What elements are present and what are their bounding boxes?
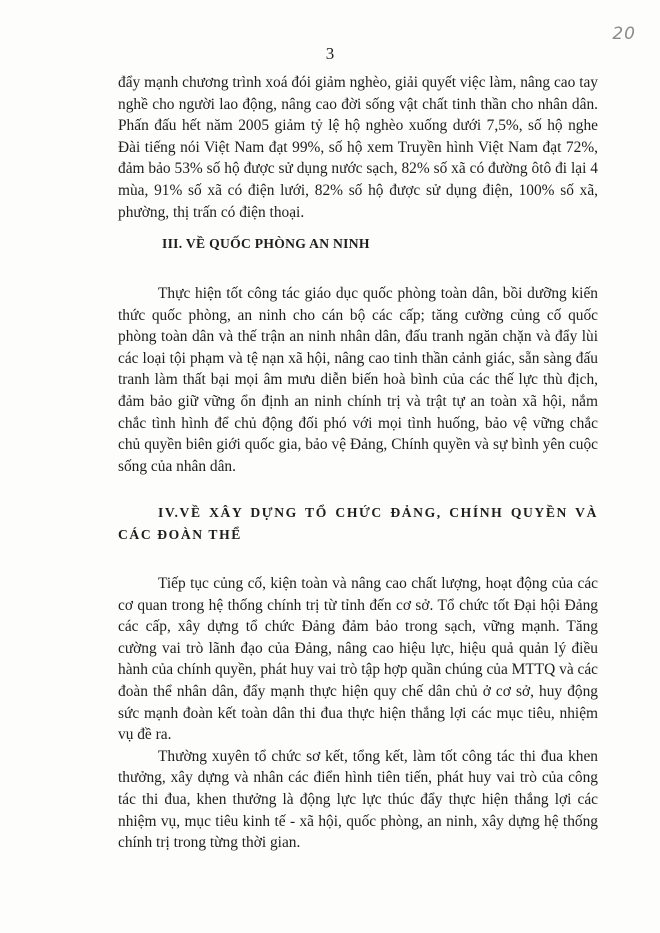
intro-paragraph (118, 72, 598, 223)
section-4-paragraph-1: Tiếp tục củng cố, kiện toàn và nâng cao chất lượng, hoạt động của các cơ quan trong hệ thống chính trị từ tỉnh đến cơ sở. Tổ chức tốt Đại hội Đảng các cấp, xây dựng tổ chức Đảng đảm bảo trong sạch, vững mạnh. Tăng cường vai trò lãnh đạo của Đảng, nâng cao hiệu lực, hiệu quả quản lý điều hành của chính quyền, phát huy vai trò tập hợp quần chúng của MTTQ và các đoàn thể nhân dân, đẩy mạnh thực hiện quy chế dân chủ ở cơ sở, huy động sức mạnh đoàn kết toàn dân thi đua thực hiện thắng lợi các mục tiêu, nhiệm vụ đề ra. (118, 575, 598, 744)
section-4-paragraph-2: Thường xuyên tổ chức sơ kết, tổng kết, làm tốt công tác thi đua khen thưởng, xây dựng và nhân các điển hình tiên tiến, phát huy vai trò của công tác thi đua, khen thưởng là động lực lực thúc đẩy thực hiện thắng lợi các nhiệm vụ, mục tiêu kinh tế - xã hội, quốc phòng, an ninh, xây dựng hệ thống chính trị trong từng thời gian. (118, 747, 598, 852)
section-3-paragraph: Thực hiện tốt công tác giáo dục quốc phòng toàn dân, bồi dưỡng kiến thức quốc phòng, an ninh cho cán bộ các cấp; tăng cường củng cố quốc phòng toàn dân và thế trận an ninh nhân dân, đấu tranh ngăn chặn và đẩy lùi các loại tội phạm và tệ nạn xã hội, nâng cao tinh thần cảnh giác, sẵn sàng đấu tranh làm thất bại mọi âm mưu diễn biến hoà bình của các thế lực thù địch, đảm bảo giữ vững ổn định an ninh chính trị và trật tự an toàn xã hội, nắm chắc tình hình để chủ động đối phó với mọi tình huống, bảo vệ vững chắc chủ quyền biên giới quốc gia, bảo vệ Đảng, Chính quyền và sự bình yên cuộc sống của nhân dân. (118, 285, 598, 475)
section-4-heading: IV.VỀ XÂY DỰNG TỔ CHỨC ĐẢNG, CHÍNH QUYỀN VÀ CÁC ĐOÀN THỂ (118, 505, 598, 542)
section-3-body (118, 283, 598, 477)
handwritten-page-mark: 20 (612, 24, 636, 44)
section-4-body (118, 573, 598, 854)
page-number: 3 (325, 44, 335, 63)
intro-text: đẩy mạnh chương trình xoá đói giảm nghèo, giải quyết việc làm, nâng cao tay nghề cho người lao động, nâng cao đời sống vật chất tinh thần cho nhân dân. Phấn đấu hết năm 2005 giảm tỷ lệ hộ nghèo xuống dưới 7,5%, số hộ nghe Đài tiếng nói Việt Nam đạt 99%, số hộ xem Truyền hình Việt Nam đạt 72%, đảm bảo 53% số hộ được sử dụng nước sạch, 82% số xã có đường ôtô đi lại 4 mùa, 91% số xã có điện lưới, 82% số hộ được sử dụng điện, 100% số xã, phường, thị trấn có điện thoại. (118, 74, 598, 221)
section-3-heading: III. VỀ QUỐC PHÒNG AN NINH (162, 236, 370, 251)
